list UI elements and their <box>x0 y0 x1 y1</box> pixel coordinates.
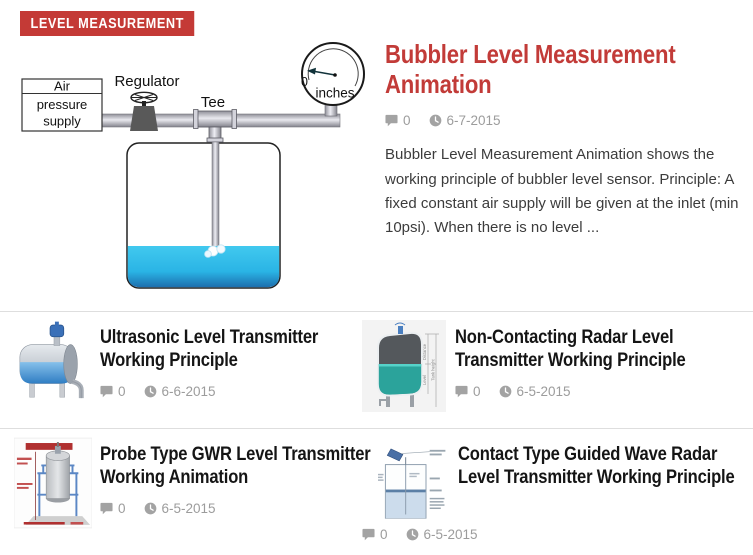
clock-icon <box>144 385 157 398</box>
post-thumbnail-ultrasonic[interactable] <box>14 320 92 412</box>
clock-icon <box>406 528 419 541</box>
comment-icon <box>385 114 398 127</box>
bubbler-diagram <box>15 40 370 300</box>
featured-post-image[interactable] <box>15 40 370 300</box>
comment-count[interactable] <box>100 384 126 399</box>
clock-icon <box>144 502 157 515</box>
post-date-value: 6-5-2015 <box>161 500 216 516</box>
featured-post <box>385 40 741 240</box>
comment-count-value: 0 <box>118 500 126 516</box>
post-title-ultrasonic[interactable]: Ultrasonic Level Transmitter Working Principle <box>100 326 319 372</box>
featured-post-excerpt: Bubbler Level Measurement Animation shows the working principle of bubbler level sensor. Principle: A fixed constant air supply will be given at the inlet (min 10psi). When there is no level ... <box>385 146 739 237</box>
post-date <box>499 384 571 399</box>
comment-icon <box>100 385 113 398</box>
svg-text:Tank height: Tank height <box>430 359 436 381</box>
comment-count[interactable] <box>385 113 411 128</box>
post-date <box>406 527 478 542</box>
post-date-value: 6-5-2015 <box>516 383 571 399</box>
post-date-value: 6-5-2015 <box>423 527 478 542</box>
post-contact-gwr <box>458 443 753 490</box>
comment-count-value: 0 <box>403 113 411 129</box>
svg-text:pressure: pressure <box>36 97 88 112</box>
dip-tube <box>212 142 219 253</box>
post-contact-gwr-meta <box>362 527 478 542</box>
svg-text:0: 0 <box>301 75 308 89</box>
comment-count-value: 0 <box>118 383 126 399</box>
post-thumbnail-radar[interactable] <box>362 320 446 412</box>
comment-icon <box>100 502 113 515</box>
svg-text:supply: supply <box>43 113 81 129</box>
comment-count[interactable] <box>100 501 126 516</box>
svg-text:inches: inches <box>315 85 355 101</box>
svg-text:Distance: Distance <box>422 343 427 361</box>
comment-icon <box>455 385 468 398</box>
air-supply-box <box>22 79 102 132</box>
post-date-value: 6-6-2015 <box>161 383 216 399</box>
clock-icon <box>429 114 442 127</box>
section-divider <box>0 311 753 312</box>
post-thumbnail-contact-gwr[interactable] <box>378 441 450 527</box>
clock-icon <box>499 385 512 398</box>
comment-count[interactable] <box>362 527 388 542</box>
comment-count-value: 0 <box>473 383 481 399</box>
post-date-value: 6-7-2015 <box>446 113 501 129</box>
comment-count[interactable] <box>455 384 481 399</box>
section-divider <box>0 428 753 429</box>
post-date <box>429 113 501 128</box>
post-title-gwr[interactable]: Probe Type GWR Level Transmitter Working Animation <box>100 443 371 489</box>
post-thumbnail-gwr[interactable] <box>14 437 92 529</box>
comment-count-value: 0 <box>380 527 388 542</box>
featured-post-meta <box>385 113 741 128</box>
svg-text:Tee: Tee <box>200 94 226 111</box>
comment-icon <box>362 528 375 541</box>
post-radar <box>455 326 753 399</box>
post-date <box>144 501 216 516</box>
post-date <box>144 384 216 399</box>
svg-text:Air: Air <box>54 78 70 94</box>
tank-water <box>128 246 279 287</box>
post-title-radar[interactable]: Non-Contacting Radar Level Transmitter Working Principle <box>455 326 686 372</box>
tee-fitting <box>194 94 237 142</box>
category-badge[interactable]: LEVEL MEASUREMENT <box>20 11 194 36</box>
svg-text:Regulator: Regulator <box>114 73 180 90</box>
pressure-gauge <box>301 43 364 116</box>
svg-text:Level: Level <box>422 374 427 386</box>
featured-post-title[interactable]: Bubbler Level Measurement Animation <box>385 39 676 99</box>
post-title-contact-gwr[interactable]: Contact Type Guided Wave Radar Level Transmitter Working Principle <box>458 443 735 489</box>
